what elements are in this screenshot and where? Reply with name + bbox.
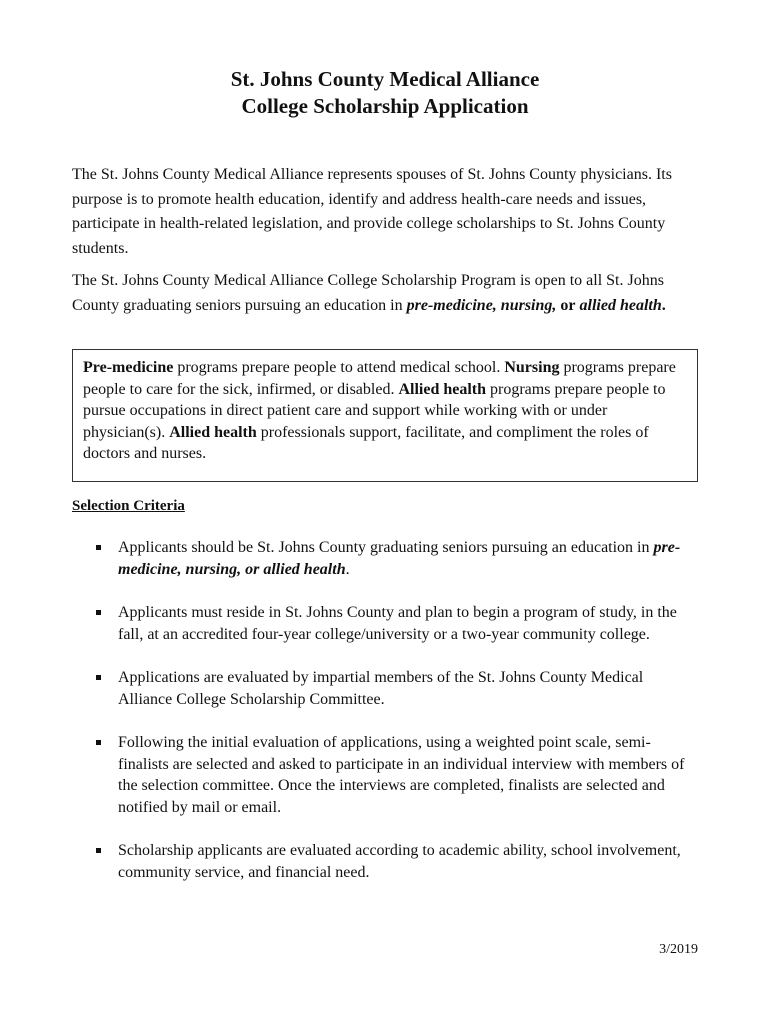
bullet-icon <box>96 610 101 615</box>
criteria-2-text: Applicants must reside in St. Johns County and plan to begin a program of study, in the fall, at an accredited four-year college/university or a two-year community college. <box>118 604 677 643</box>
intro-p2-emphasis: pre-medicine, nursing, <box>406 296 557 314</box>
list-item <box>0 667 698 710</box>
title-line-1: St. Johns County Medical Alliance <box>230 67 540 91</box>
intro-p2-emphasis-2: allied health <box>579 296 662 314</box>
page-title <box>0 66 770 120</box>
allied-text: programs prepare people to pursue occupations in direct patient care and support while working with or under physician(s). <box>83 380 666 441</box>
criteria-1-period: . <box>345 560 350 578</box>
intro-paragraph-1: The St. Johns County Medical Alliance represents spouses of St. Johns County physicians. Its purpose is to promote health education, identify and address health-care needs and issues, participate in health-related legislation, and provide college scholarships to St. Johns County students. <box>72 166 672 257</box>
revision-date: 3/2019 <box>659 942 698 957</box>
bullet-icon <box>96 675 101 680</box>
definitions-box <box>72 349 698 482</box>
criteria-4-text: Following the initial evaluation of applications, using a weighted point scale, semi-finalists are selected and asked to participate in an individual interview with members of the selection committee. Once the interviews are completed, finalists are selected and notified by mail or email. <box>118 734 685 816</box>
nursing-term: Nursing <box>504 359 560 376</box>
list-item <box>0 840 698 883</box>
allied-text-2: professionals support, facilitate, and compliment the roles of doctors and nurses. <box>83 423 649 462</box>
list-item <box>0 537 698 580</box>
selection-criteria-heading: Selection Criteria <box>72 498 185 514</box>
bullet-icon <box>96 740 101 745</box>
criteria-1-emphasis: pre-medicine, nursing, or allied health <box>118 539 681 578</box>
criteria-5-text: Scholarship applicants are evaluated according to academic ability, school involvement, community service, and financial need. <box>118 842 681 881</box>
premed-term: Pre-medicine <box>83 359 174 376</box>
criteria-3-text: Applications are evaluated by impartial members of the St. Johns County Medical Alliance College Scholarship Committee. <box>118 669 644 708</box>
premed-text: programs prepare people to attend medical school. <box>173 359 505 376</box>
nursing-text: programs prepare people to care for the sick, infirmed, or disabled. <box>83 359 676 398</box>
intro-p2-text: The St. Johns County Medical Alliance College Scholarship Program is open to all St. Johns County graduating seniors pursuing an education in <box>72 272 664 314</box>
bullet-icon <box>96 848 101 853</box>
intro-paragraph-2 <box>72 269 702 318</box>
list-item <box>0 732 698 818</box>
list-item <box>0 602 698 645</box>
allied-term: Allied health <box>398 380 487 398</box>
criteria-1-text: Applicants should be St. Johns County graduating seniors pursuing an education in <box>118 539 654 556</box>
intro-p2-period: . <box>661 296 666 314</box>
allied-term-2: Allied health <box>169 423 257 441</box>
selection-criteria-list <box>0 537 770 905</box>
bullet-icon <box>96 545 101 550</box>
intro-p2-or: or <box>556 296 576 314</box>
title-line-2: College Scholarship Application <box>241 94 529 118</box>
